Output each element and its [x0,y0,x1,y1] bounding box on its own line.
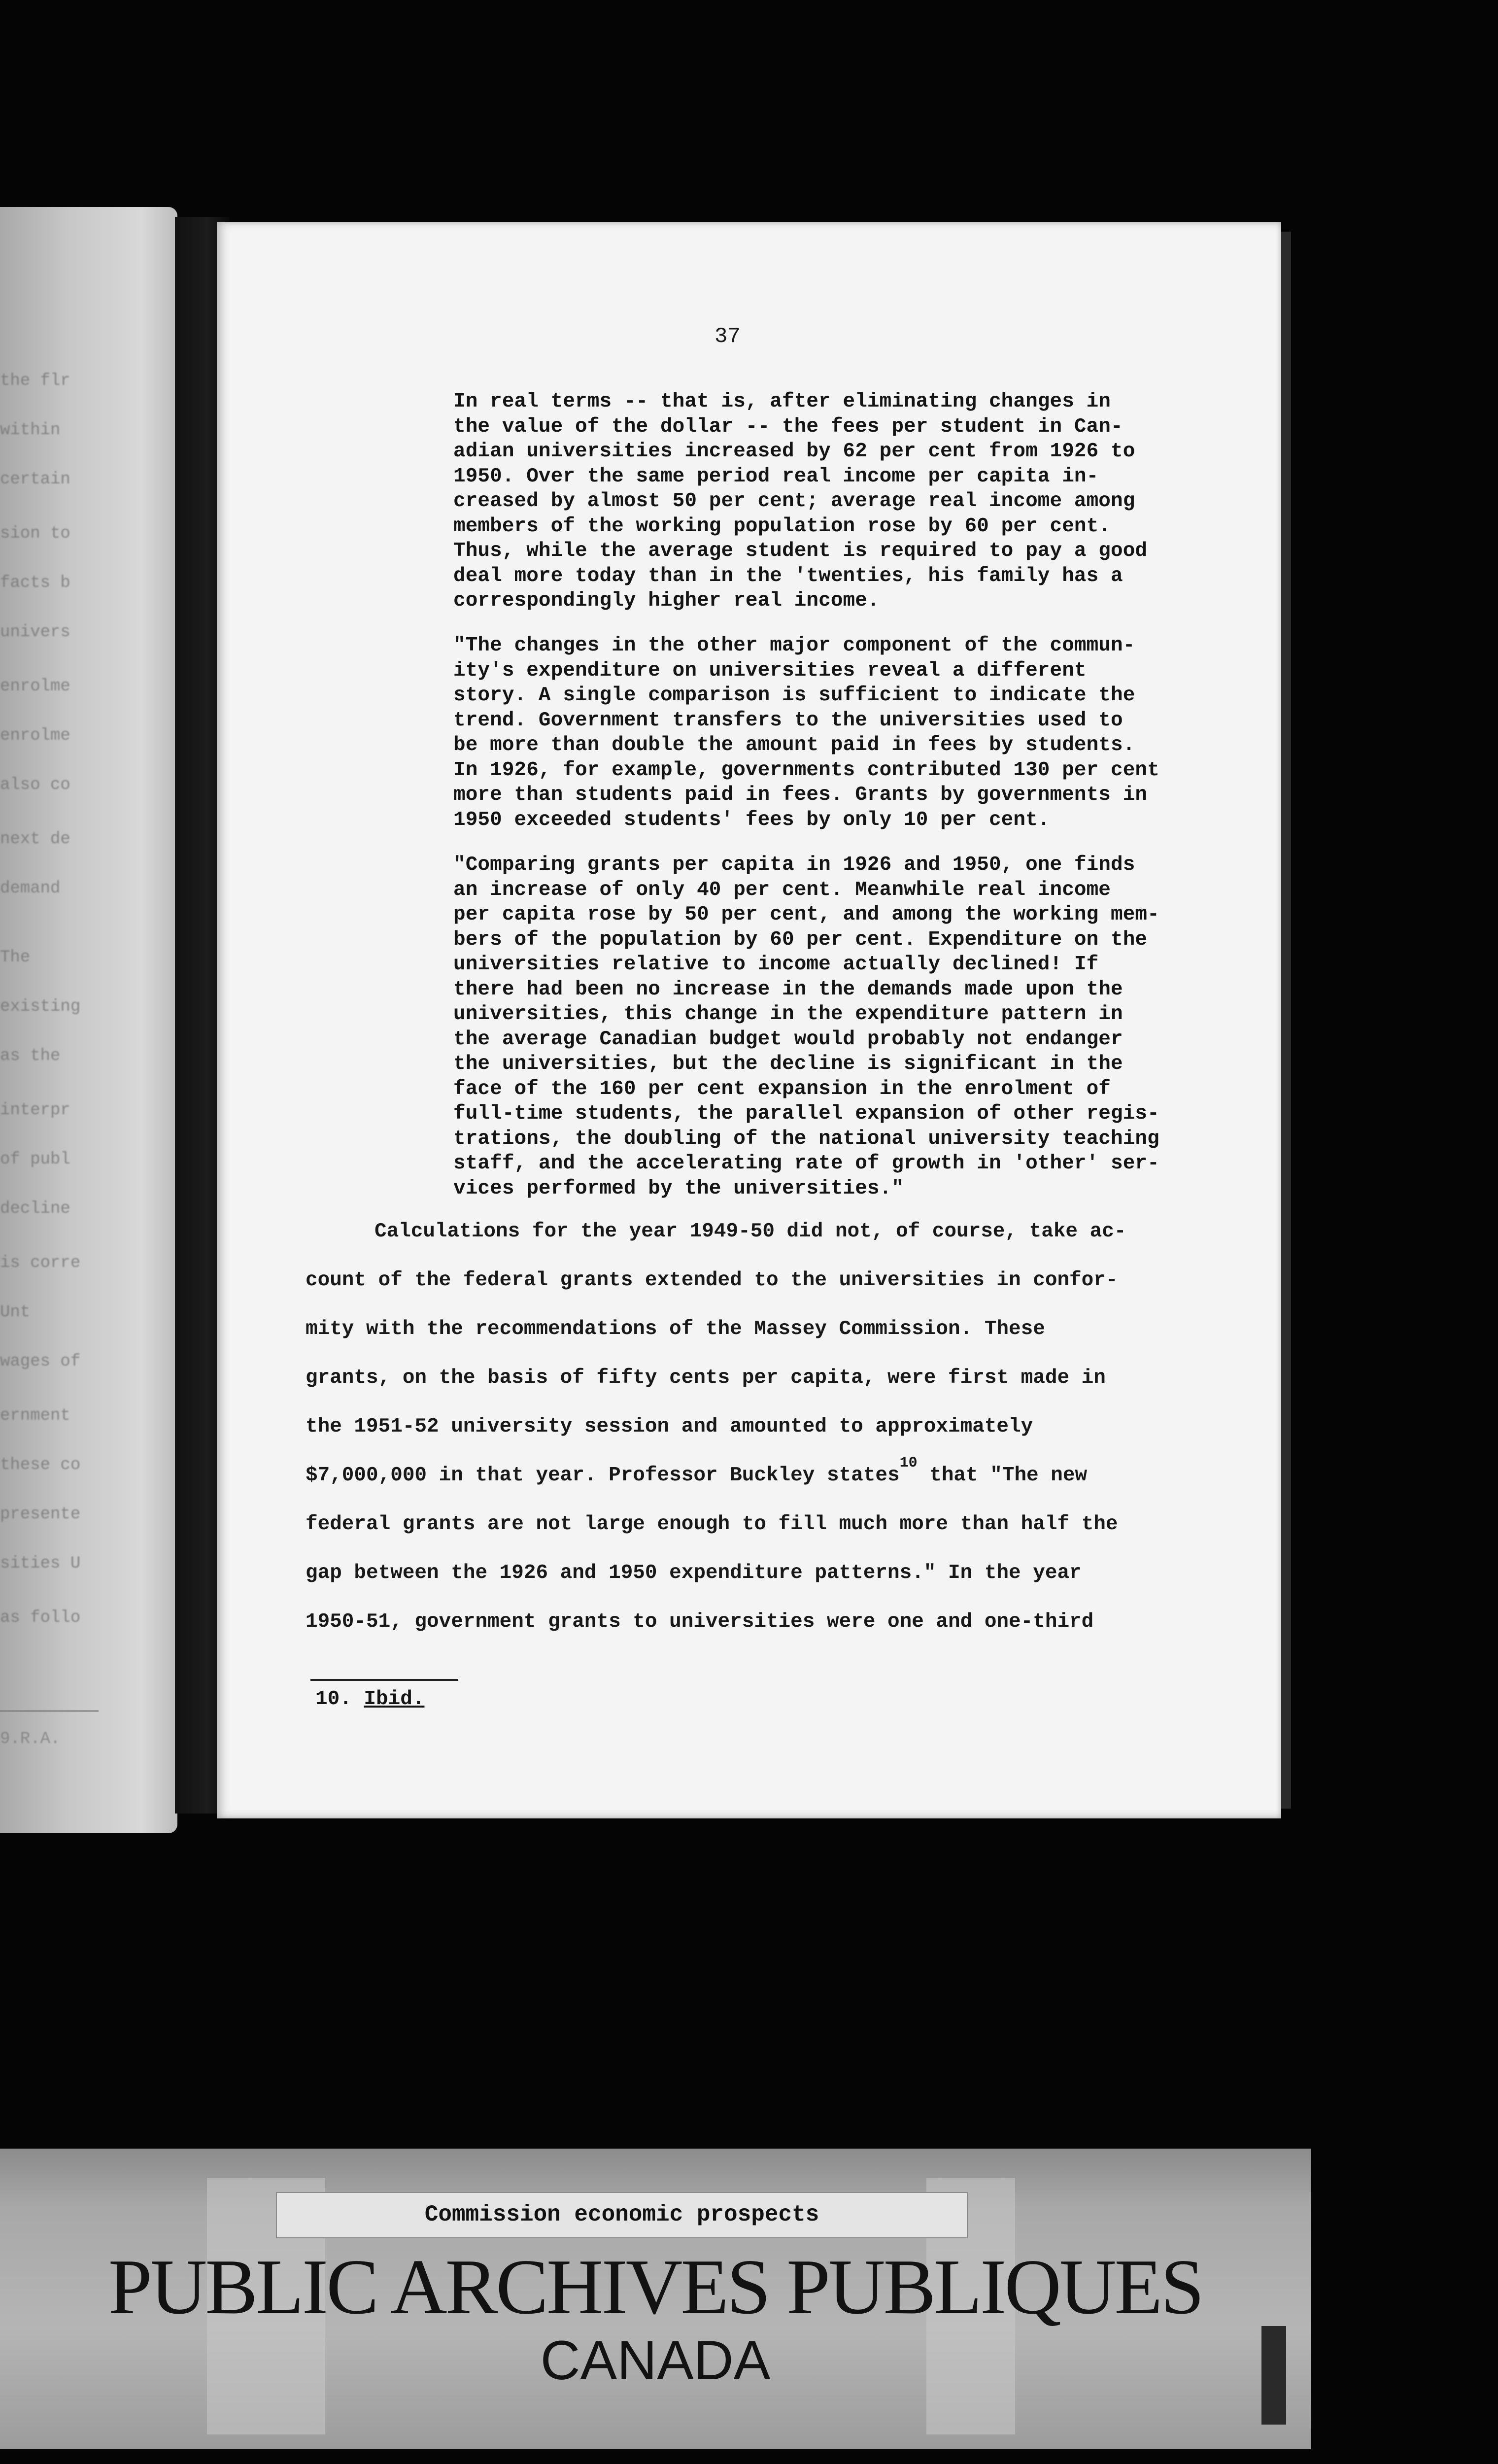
quote-line: 1950 exceeded students' fees by only 10 per cent. [453,808,1050,831]
left-page-line: of publ [0,1150,70,1169]
microfilm-label-text: Commission economic prospects [424,2202,819,2227]
body-line-with-footnote [306,1451,1232,1500]
body-line: Calculations for the year 1949-50 did not, of course, take ac- [374,1220,1126,1243]
body-line: grants, on the basis of fifty cents per capita, were first made in [306,1367,1106,1389]
quote-line: trations, the doubling of the national university teaching [453,1127,1159,1150]
footnote-text: Ibid. [364,1688,425,1711]
quote-paragraph-2 [453,633,1183,832]
quote-line: 1950. Over the same period real income per capita in- [453,465,1099,488]
footnote [315,1688,424,1711]
left-page-line: existing [0,997,81,1016]
body-line: mity with the recommendations of the Massey Commission. These [306,1318,1045,1340]
left-page-line: these co [0,1456,81,1474]
body-line: count of the federal grants extended to the universities in confor- [306,1269,1118,1292]
quote-line: Thus, while the average student is required to pay a good [453,540,1148,562]
left-page-line: Unt [0,1303,31,1322]
quote-line: universities relative to income actually declined! If [453,953,1099,976]
canada-heading: CANADA [540,2329,771,2391]
public-archives-heading: PUBLIC ARCHIVES PUBLIQUES [108,2243,1203,2330]
left-page-line: as the [0,1047,61,1065]
quote-line: "Comparing grants per capita in 1926 and 1950, one finds [453,854,1135,876]
quote-line: more than students paid in fees. Grants by governments in [453,784,1148,806]
left-page-line: univers [0,623,70,642]
quote-line: universities, this change in the expenditure pattern in [453,1003,1123,1026]
left-page-line: enrolme [0,677,70,696]
page-number: 37 [715,324,741,349]
quote-paragraph-3 [453,853,1183,1201]
left-page-line: presente [0,1505,81,1524]
left-footnote: 9.R.A. [0,1730,61,1748]
left-page-line: next de [0,830,70,849]
quote-line: the universities, but the decline is significant in the [453,1053,1123,1075]
left-page-line: demand [0,879,61,898]
quote-line: trend. Government transfers to the universities used to [453,709,1123,732]
left-page-line: sion to [0,524,70,543]
left-page-line: wages of [0,1352,81,1371]
footnote-rule [310,1679,458,1681]
quote-line: adian universities increased by 62 per cent from 1926 to [453,440,1135,463]
quote-line: full-time students, the parallel expansion of other regis- [453,1102,1159,1125]
quote-line: members of the working population rose by 60 per cent. [453,514,1111,538]
quote-line: ity's expenditure on universities reveal a different [453,659,1087,682]
left-page-line: decline [0,1199,70,1218]
microfilm-label [276,2192,968,2238]
page-edge-shadow [1281,232,1291,1809]
left-page-line: sities U [0,1554,81,1573]
quote-line: story. A single comparison is sufficient to indicate the [453,684,1135,707]
document-page [217,222,1281,1818]
quote-line: there had been no increase in the demands made upon the [453,978,1123,1001]
left-page-line: as follo [0,1608,81,1627]
quote-line: In real terms -- that is, after eliminating changes in [453,390,1111,413]
body-line: the 1951-52 university session and amounted to approximately [306,1415,1033,1438]
left-page-line: The [0,948,31,967]
left-page-line: enrolme [0,726,70,745]
left-page-line: within [0,421,61,440]
left-page-line: interpr [0,1101,70,1120]
quote-line: an increase of only 40 per cent. Meanwhile real income [453,878,1111,901]
body-text-segment: that "The new [917,1464,1088,1487]
archive-banner [0,2149,1311,2449]
body-line: gap between the 1926 and 1950 expenditure patterns." In the year [306,1562,1082,1584]
quote-line: bers of the population by 60 per cent. Expenditure on the [453,928,1148,951]
body-line: federal grants are not large enough to fill much more than half the [306,1513,1118,1536]
left-page-fragment [0,207,177,1833]
quote-line: per capita rose by 50 per cent, and among the working mem- [453,903,1159,926]
left-page-line: facts b [0,574,70,592]
quote-line: the value of the dollar -- the fees per student in Can- [453,415,1123,438]
left-page-line: also co [0,776,70,794]
quote-line: staff, and the accelerating rate of growth in 'other' ser- [453,1152,1159,1175]
body-text [306,1207,1232,1646]
quote-line: be more than double the amount paid in fees by students. [453,734,1135,756]
banner-edge-mark [1261,2326,1286,2425]
footnote-reference: 10 [899,1455,918,1472]
quote-line: the average Canadian budget would probably not endanger [453,1027,1123,1051]
quote-paragraph-1 [453,389,1183,614]
quote-line: vices performed by the universities." [453,1177,904,1200]
left-page-line: the flr [0,372,70,390]
left-page-line: ernment [0,1406,70,1425]
quote-line: correspondingly higher real income. [453,589,880,612]
quote-line: "The changes in the other major component of the commun- [453,634,1135,657]
quote-line: In 1926, for example, governments contributed 130 per cent [453,758,1159,782]
quote-line: face of the 160 per cent expansion in the enrolment of [453,1077,1111,1100]
quote-line: creased by almost 50 per cent; average real income among [453,490,1135,513]
body-line: 1950-51, government grants to universities were one and one-third [306,1610,1094,1633]
left-page-line: certain [0,470,70,489]
left-footnote-rule [0,1710,99,1712]
quote-line: deal more today than in the 'twenties, his family has a [453,564,1123,587]
body-text-segment: $7,000,000 in that year. Professor Buckley states [306,1464,900,1487]
footnote-number: 10. [315,1688,352,1711]
left-page-line: is corre [0,1254,81,1272]
